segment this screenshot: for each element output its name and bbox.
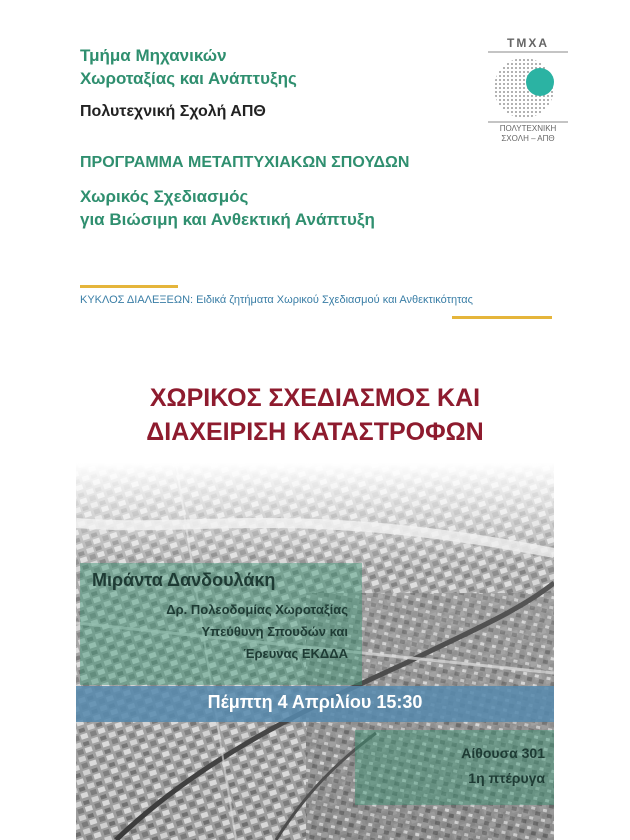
speaker-role-line-3: Έρευνας ΕΚΔΔΑ — [243, 646, 348, 661]
logo-subtitle — [482, 124, 574, 144]
logo-title: ΤΜΧΑ — [507, 36, 549, 50]
lecture-series — [80, 294, 570, 306]
event-title — [0, 381, 630, 449]
speaker-name: Μιράντα Δανδουλάκη — [92, 570, 276, 590]
logo-subtitle-line-1: ΠΟΛΥΤΕΧΝΙΚΗ — [499, 124, 557, 133]
event-title-line-1: ΧΩΡΙΚΟΣ ΣΧΕΔΙΑΣΜΟΣ ΚΑΙ — [149, 384, 481, 412]
department-line-1: Τμήμα Μηχανικών — [80, 46, 227, 65]
program-title: ΠΡΟΓΡΑΜΜΑ ΜΕΤΑΠΤΥΧΙΑΚΩΝ ΣΠΟΥΔΩΝ — [80, 154, 410, 171]
event-title-line-2: ΔΙΑΧΕΙΡΙΣΗ ΚΑΤΑΣΤΡΟΦΩΝ — [146, 418, 484, 446]
venue-room: Αίθουσα 301 — [461, 745, 545, 761]
specialization-line-1: Χωρικός Σχεδιασμός — [80, 187, 249, 206]
venue — [355, 741, 545, 791]
specialization — [80, 185, 375, 231]
logo-mark-icon — [482, 50, 574, 124]
accent-rule-bottom — [452, 316, 552, 319]
department-line-2: Χωροταξίας και Ανάπτυξης — [80, 69, 297, 88]
event-date-time: Πέμπτη 4 Απριλίου 15:30 — [207, 692, 423, 712]
school-logo — [482, 36, 574, 148]
speaker-credentials — [0, 599, 348, 665]
lecture-series-topic: Ειδικά ζητήματα Χωρικού Σχεδιασμού και Ανθεκτικότητας — [196, 294, 473, 306]
specialization-line-2: για Βιώσιμη και Ανθεκτική Ανάπτυξη — [80, 210, 375, 229]
speaker-role-line-2: Υπεύθυνη Σπουδών και — [201, 624, 348, 639]
school-name: Πολυτεχνική Σχολή ΑΠΘ — [80, 103, 266, 120]
venue-wing: 1η πτέρυγα — [468, 770, 545, 786]
speaker-role-line-1: Δρ. Πολεοδομίας Χωροταξίας — [166, 602, 348, 617]
accent-rule-top — [80, 285, 178, 288]
lecture-series-label: ΚΥΚΛΟΣ ΔΙΑΛΕΞΕΩΝ: — [80, 294, 194, 306]
department-name — [80, 44, 297, 90]
logo-subtitle-line-2: ΣΧΟΛΗ – ΑΠΘ — [501, 134, 555, 143]
